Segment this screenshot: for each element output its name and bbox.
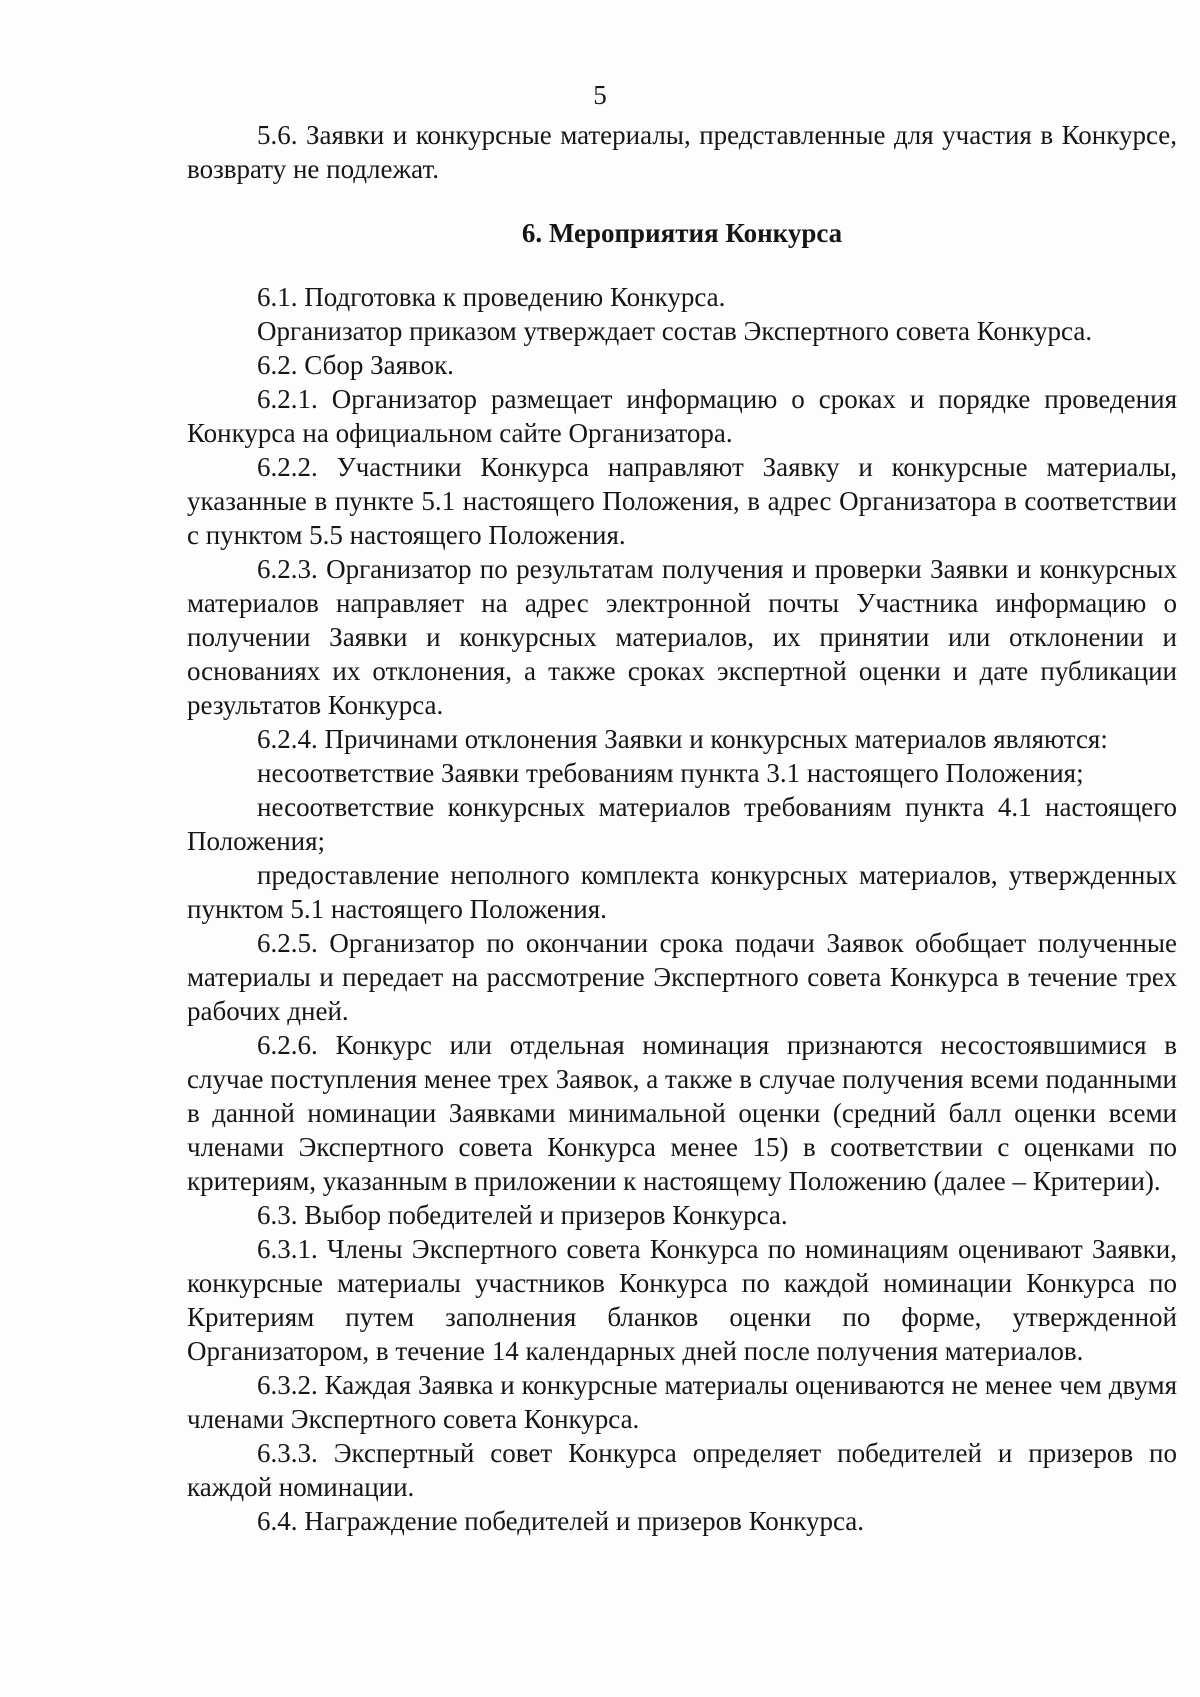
- paragraph-reason-1: несоответствие Заявки требованиям пункта 3.1 настоящего Положения;: [257, 758, 1084, 788]
- paragraph-reason-2: несоответствие конкурсных материалов требованиям пункта 4.1 настоящего Положения;: [187, 792, 1177, 856]
- paragraph-6-2-1: 6.2.1. Организатор размещает информацию о сроках и порядке проведения Конкурса на официальном сайте Организатора.: [187, 384, 1177, 448]
- page-number: 5: [593, 80, 607, 110]
- paragraph-6-1: 6.1. Подготовка к проведению Конкурса.: [257, 282, 726, 312]
- paragraph-6-2-6: 6.2.6. Конкурс или отдельная номинация признаются несостоявшимися в случае поступления менее трех Заявок, а также в случае получения всеми поданными в данной номинации Заявками минимальной оценки (средний балл оценки всеми членами Экспертного совета Конкурса менее 15) в соответствии с оценками по критериям, указанным в приложении к настоящему Положению (далее – Критерии).: [187, 1030, 1177, 1196]
- section-heading: 6. Мероприятия Конкурса: [521, 218, 843, 248]
- document-body: [187, 118, 1177, 1538]
- paragraph-6-3-2: 6.3.2. Каждая Заявка и конкурсные материалы оцениваются не менее чем двумя членами Экспертного совета Конкурса.: [187, 1370, 1177, 1434]
- paragraph-6-3: 6.3. Выбор победителей и призеров Конкурса.: [257, 1200, 788, 1230]
- paragraph-6-3-1: 6.3.1. Члены Экспертного совета Конкурса по номинациям оценивают Заявки, конкурсные материалы участников Конкурса по каждой номинации Конкурса по Критериям путем заполнения бланков оценки по форме, утвержденной Организатором, в течение 14 календарных дней после получения материалов.: [187, 1234, 1177, 1366]
- paragraph-organizer-order: Организатор приказом утверждает состав Экспертного совета Конкурса.: [257, 316, 1093, 346]
- paragraph-6-2-4: 6.2.4. Причинами отклонения Заявки и конкурсных материалов являются:: [257, 724, 1108, 754]
- paragraph-6-2-5: 6.2.5. Организатор по окончании срока подачи Заявок обобщает полученные материалы и передает на рассмотрение Экспертного совета Конкурса в течение трех рабочих дней.: [187, 928, 1177, 1026]
- paragraph-reason-3: предоставление неполного комплекта конкурсных материалов, утвержденных пунктом 5.1 настоящего Положения.: [187, 860, 1177, 924]
- paragraph-6-2-3: 6.2.3. Организатор по результатам получения и проверки Заявки и конкурсных материалов направляет на адрес электронной почты Участника информацию о получении Заявки и конкурсных материалов, их принятии или отклонении и основаниях их отклонения, а также сроках экспертной оценки и дате публикации результатов Конкурса.: [187, 554, 1177, 720]
- paragraph-6-2-2: 6.2.2. Участники Конкурса направляют Заявку и конкурсные материалы, указанные в пункте 5.1 настоящего Положения, в адрес Организатора в соответствии с пунктом 5.5 настоящего Положения.: [187, 452, 1177, 550]
- paragraph-6-3-3: 6.3.3. Экспертный совет Конкурса определяет победителей и призеров по каждой номинации.: [187, 1438, 1177, 1502]
- paragraph-6-2: 6.2. Сбор Заявок.: [257, 350, 454, 380]
- paragraph-6-4: 6.4. Награждение победителей и призеров Конкурса.: [257, 1506, 865, 1536]
- paragraph-5-6: 5.6. Заявки и конкурсные материалы, представленные для участия в Конкурсе, возврату не подлежат.: [187, 120, 1177, 184]
